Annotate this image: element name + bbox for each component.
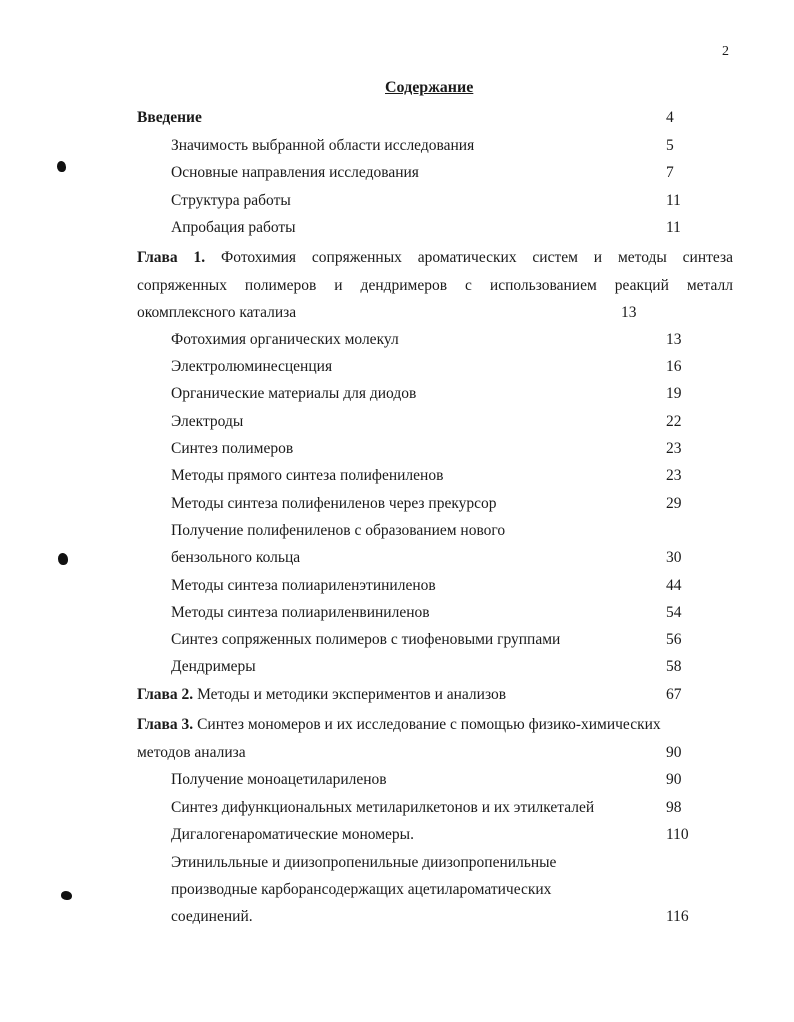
toc-entry-introduction: Введение — [137, 109, 202, 126]
toc-chapter-1-line2: сопряженных полимеров и дендримеров с использованием реакций металл — [137, 277, 733, 294]
toc-chapter-3-line1 — [137, 715, 661, 735]
toc-entry-line2: бензольного кольца — [171, 549, 301, 566]
toc-entry: Электролюминесценция — [171, 358, 333, 375]
toc-chapter-1-line1 — [137, 248, 733, 268]
page-title: Содержание — [385, 79, 474, 96]
chapter-title: Методы и методики экспериментов и анализов — [197, 686, 507, 703]
toc-page: 23 — [666, 440, 682, 457]
toc-page: 22 — [666, 413, 682, 430]
chapter-label: Глава 1. — [137, 249, 206, 266]
toc-page: 7 — [666, 164, 674, 181]
toc-entry: Дендримеры — [171, 658, 256, 675]
toc-page: 90 — [666, 771, 682, 788]
toc-entry: Структура работы — [171, 192, 291, 209]
chapter-title: Синтез мономеров и их исследование с помощью физико-химических — [197, 716, 661, 733]
toc-page: 23 — [666, 467, 682, 484]
toc-entry: Апробация работы — [171, 219, 296, 236]
toc-entry: Фотохимия органических молекул — [171, 331, 399, 348]
toc-page: 116 — [666, 908, 689, 925]
toc-page: 44 — [666, 577, 682, 594]
toc-entry: Получение моноацетилариленов — [171, 771, 387, 788]
punch-hole-mark — [58, 553, 68, 565]
toc-page: 29 — [666, 495, 682, 512]
toc-page: 67 — [666, 686, 682, 703]
toc-entry-line3: соединений. — [171, 908, 253, 925]
toc-entry: Синтез дифункциональных метиларилкетонов и их этилкеталей — [171, 799, 595, 816]
toc-chapter-1-line3: окомплексного катализа — [137, 304, 297, 321]
toc-page: 16 — [666, 358, 682, 375]
toc-page: 13 — [666, 331, 682, 348]
toc-page: 110 — [666, 826, 689, 843]
toc-entry: Методы синтеза полиариленэтиниленов — [171, 577, 436, 594]
toc-entry: Значимость выбранной области исследования — [171, 137, 475, 154]
toc-entry: Дигалогенароматические мономеры. — [171, 826, 414, 843]
toc-entry: Методы синтеза полиариленвиниленов — [171, 604, 430, 621]
toc-entry: Методы прямого синтеза полифениленов — [171, 467, 444, 484]
toc-page: 30 — [666, 549, 682, 566]
toc-page: 56 — [666, 631, 682, 648]
toc-entry: Электроды — [171, 413, 244, 430]
toc-entry: Органические материалы для диодов — [171, 385, 417, 402]
toc-page: 5 — [666, 137, 674, 154]
toc-entry-line1: Получение полифениленов с образованием нового — [171, 522, 506, 539]
toc-page: 19 — [666, 385, 682, 402]
punch-hole-mark — [57, 161, 66, 172]
toc-entry: Синтез полимеров — [171, 440, 294, 457]
chapter-label: Глава 3. — [137, 716, 194, 733]
toc-chapter-3-line2: методов анализа — [137, 744, 246, 761]
toc-page: 11 — [666, 192, 681, 209]
toc-page: 98 — [666, 799, 682, 816]
toc-page: 4 — [666, 109, 674, 126]
toc-page: 13 — [621, 304, 637, 321]
toc-entry-line2: производные карборансодержащих ацетилароматических — [171, 881, 552, 898]
toc-entry: Методы синтеза полифениленов через прекурсор — [171, 495, 497, 512]
toc-entry: Основные направления исследования — [171, 164, 419, 181]
toc-entry-line1: Этинильльные и диизопропенильные диизопропенильные — [171, 854, 557, 871]
toc-page: 90 — [666, 744, 682, 761]
toc-page: 11 — [666, 219, 681, 236]
toc-page: 54 — [666, 604, 682, 621]
chapter-label: Глава 2. — [137, 686, 194, 703]
chapter-title: Фотохимия сопряженных ароматических систем и методы синтеза — [221, 249, 733, 266]
page-number: 2 — [722, 44, 729, 59]
toc-page: 58 — [666, 658, 682, 675]
toc-chapter-2 — [137, 685, 506, 705]
punch-hole-mark — [61, 891, 72, 900]
toc-entry: Синтез сопряженных полимеров с тиофеновыми группами — [171, 631, 561, 648]
